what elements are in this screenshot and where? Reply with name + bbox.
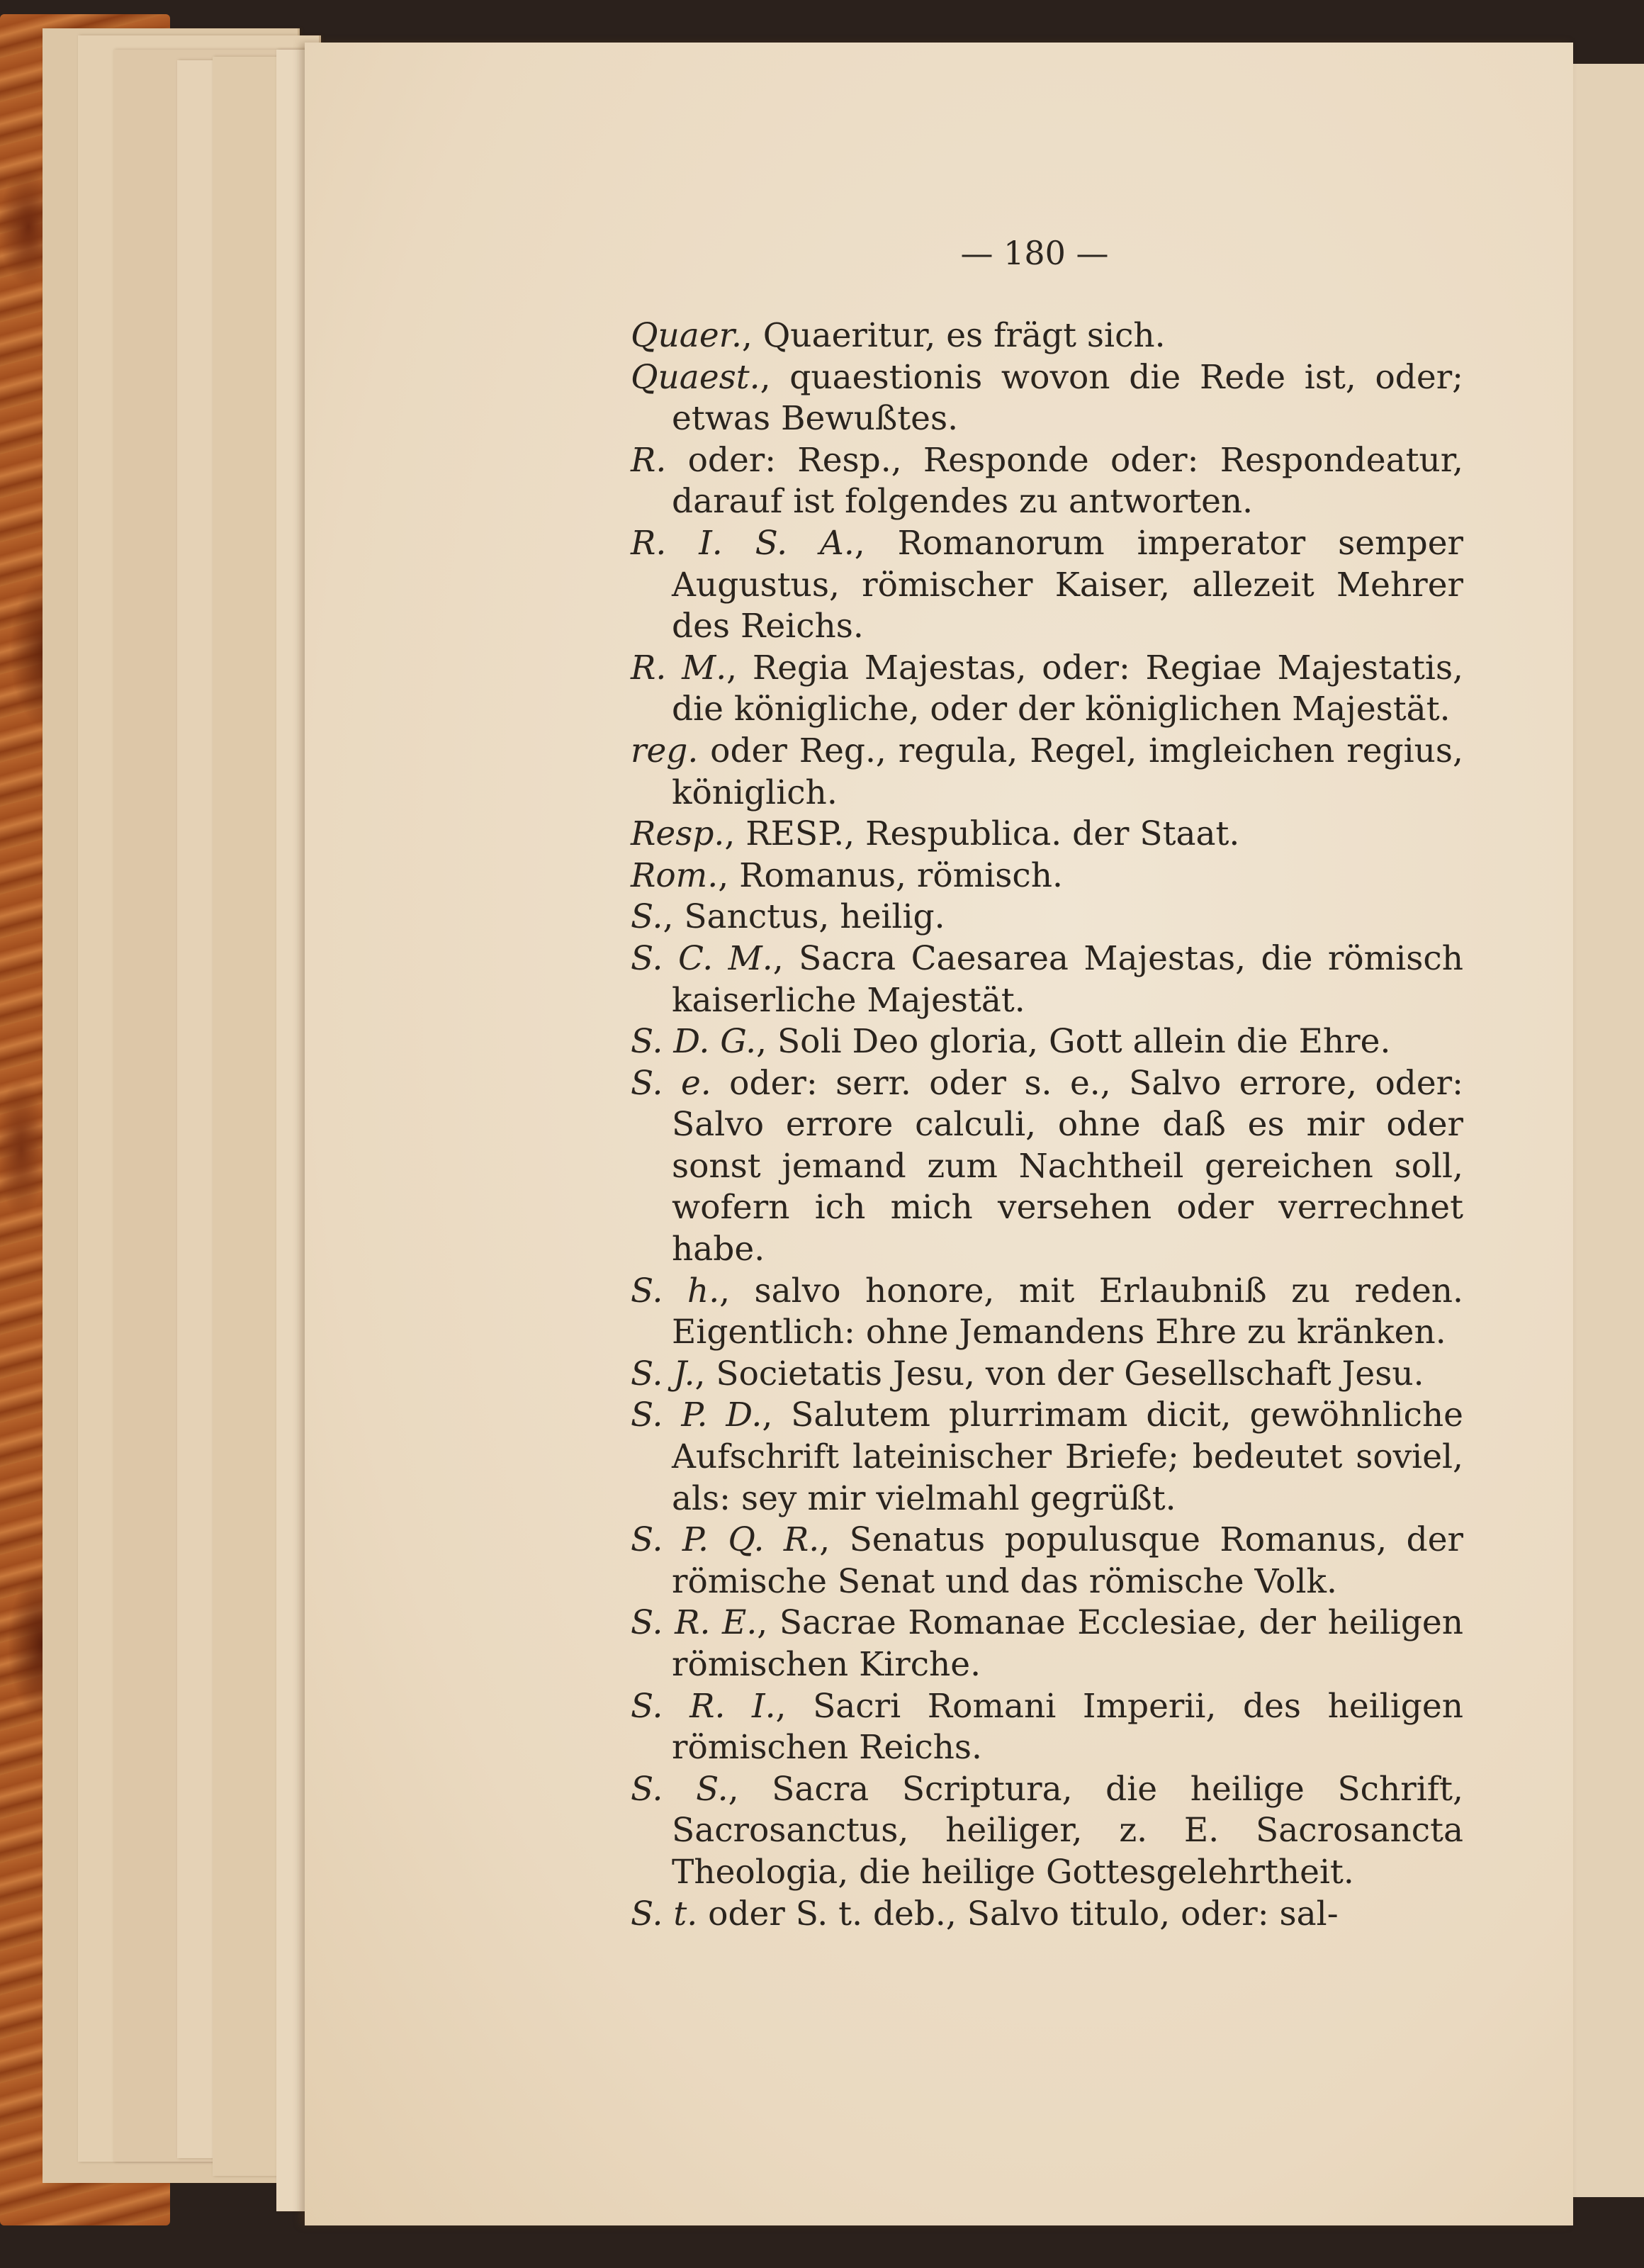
abbreviation-list xyxy=(631,315,1463,1935)
list-item xyxy=(631,357,1463,440)
list-item xyxy=(631,1520,1463,1602)
definition: oder S. t. deb., Salvo titulo, oder: sal- xyxy=(697,1894,1339,1933)
definition: oder: serr. oder s. e., Salvo errore, oder: Salvo errore calculi, ohne daß es mir oder sonst jemand zum Nachtheil gereichen soll, wofern ich mich versehen oder verrechnet habe. xyxy=(672,1063,1463,1269)
definition: , Societatis Jesu, von der Gesellschaft Jesu. xyxy=(694,1354,1424,1393)
abbreviation: S. h. xyxy=(631,1271,720,1310)
list-item xyxy=(631,315,1463,357)
definition: , Sacra Caesarea Majestas, die römisch kaiserliche Majestät. xyxy=(672,938,1463,1020)
definition: oder: Resp., Responde oder: Respondeatur, darauf ist folgendes zu antworten. xyxy=(666,440,1463,522)
list-item xyxy=(631,731,1463,814)
abbreviation: R. I. S. A. xyxy=(631,523,855,563)
list-item xyxy=(631,897,1463,938)
abbreviation: Resp. xyxy=(631,814,725,854)
definition: , Regia Majestas, oder: Regiae Majestatis, die königliche, oder der königlichen Majestät. xyxy=(672,648,1464,729)
abbreviation: S. e. xyxy=(631,1063,711,1103)
abbreviation: S. R. E. xyxy=(631,1603,758,1643)
abbreviation: S. S. xyxy=(631,1769,728,1809)
definition: , Romanus, römisch. xyxy=(718,855,1063,895)
list-item xyxy=(631,1395,1463,1520)
abbreviation: Quaer. xyxy=(631,316,742,355)
definition: , Senatus populusque Romanus, der römische Senat und das römische Volk. xyxy=(672,1520,1464,1601)
abbreviation: S. C. M. xyxy=(631,938,773,978)
definition: , Sacri Romani Imperii, des heiligen römischen Reichs. xyxy=(672,1686,1463,1768)
definition: , RESP., Respublica. der Staat. xyxy=(724,814,1240,854)
list-item xyxy=(631,1769,1463,1894)
list-item xyxy=(631,855,1463,897)
list-item xyxy=(631,1063,1463,1271)
abbreviation: S. P. Q. R. xyxy=(631,1520,820,1560)
definition: , Soli Deo gloria, Gott allein die Ehre. xyxy=(756,1022,1391,1062)
list-item xyxy=(631,1354,1463,1396)
abbreviation: S. P. D. xyxy=(631,1396,762,1435)
list-item xyxy=(631,1602,1463,1685)
abbreviation: reg. xyxy=(631,731,699,770)
abbreviation: S. xyxy=(631,897,663,937)
definition: , salvo honore, mit Erlaubniß zu reden. Eigentlich: ohne Jemandens Ehre zu kränken. xyxy=(672,1271,1463,1352)
facing-page-edge xyxy=(1563,64,1644,2197)
list-item xyxy=(631,1271,1463,1354)
list-item xyxy=(631,523,1463,648)
list-item xyxy=(631,648,1463,731)
definition: oder Reg., regula, Regel, imgleichen regius, königlich. xyxy=(672,731,1463,812)
list-item xyxy=(631,1021,1463,1063)
list-item xyxy=(631,440,1463,523)
definition: , quaestionis wovon die Rede ist, oder; etwas Bewußtes. xyxy=(672,357,1463,439)
abbreviation: S. R. I. xyxy=(631,1686,776,1726)
list-item xyxy=(631,1686,1463,1769)
abbreviation: R. M. xyxy=(631,648,727,687)
page-number: — 180 — xyxy=(960,234,1109,272)
list-item xyxy=(631,938,1463,1021)
abbreviation: R. xyxy=(631,440,667,480)
list-item xyxy=(631,814,1463,855)
definition: , Sacrae Romanae Ecclesiae, der heiligen römischen Kirche. xyxy=(672,1603,1463,1684)
abbreviation: S. J. xyxy=(631,1354,695,1393)
definition: , Sanctus, heilig. xyxy=(663,897,945,937)
list-item xyxy=(631,1894,1463,1936)
abbreviation: S. D. G. xyxy=(631,1022,757,1062)
abbreviation: S. t. xyxy=(631,1894,698,1933)
definition: , Romanorum imperator semper Augustus, römischer Kaiser, allezeit Mehrer des Reichs. xyxy=(672,523,1463,646)
abbreviation: Rom. xyxy=(631,855,719,895)
definition: , Salutem plurrimam dicit, gewöhnliche Aufschrift lateinischer Briefe; bedeutet soviel, als: sey mir vielmahl gegrüßt. xyxy=(672,1396,1463,1518)
abbreviation: Quaest. xyxy=(631,357,760,397)
definition: , Sacra Scriptura, die heilige Schrift, Sacrosanctus, heiliger, z. E. Sacrosancta Theologia, die heilige Gottesgelehrtheit. xyxy=(672,1769,1463,1892)
definition: , Quaeritur, es frägt sich. xyxy=(741,316,1166,355)
